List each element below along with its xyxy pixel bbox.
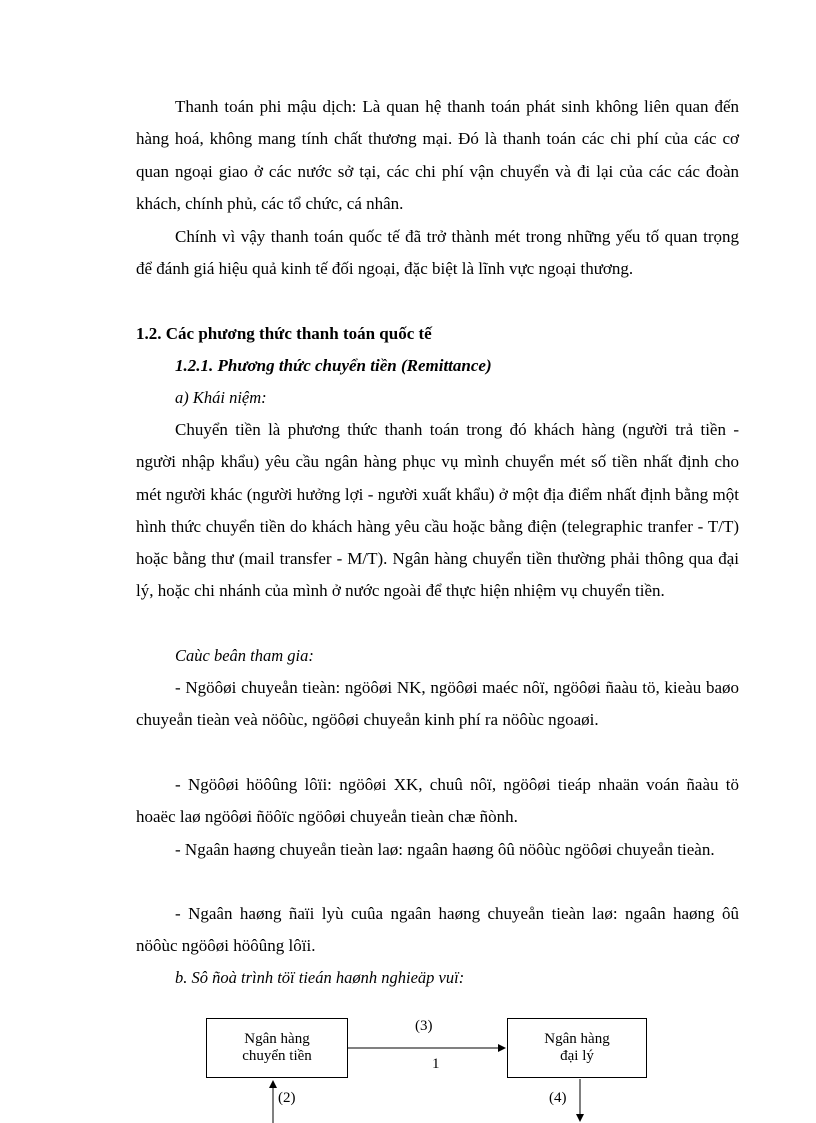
heading-section-1-2: 1.2. Các phương thức thanh toán quốc tế bbox=[136, 324, 432, 343]
label-step-3: (3) bbox=[415, 1018, 433, 1034]
paragraph-international-payment-importance: Chính vì vậy thanh toán quốc tế đã trở thành mét trong những yếu tố quan trọng để đánh giá hiệu quả kinh tế đối ngoại, đặc biệt là lĩnh vực ngoại thương. bbox=[136, 227, 739, 279]
paragraph-remittance-definition: Chuyển tiền là phương thức thanh toán trong đó khách hàng (người trả tiền - người nhập khẩu) yêu cầu ngân hàng phục vụ mình chuyển mét số tiền nhất định cho mét người khác (người hưởng lợi - người xuất khẩu) ở một địa điểm nhất định bằng một hình thức chuyển tiền do khách hàng yêu cầu hoặc bằng điện (telegraphic tranfer - T/T) hoặc bằng thư (mail transfer - M/T). Ngân hàng chuyển tiền thường phải thông qua đại lý, hoặc chi nhánh của mình ở nước ngoài để thực hiện nhiệm vụ chuyển tiền. bbox=[136, 420, 739, 601]
subheading-process-diagram: b. Sô ñoà trình töï tieán haønh nghieäp vuï: bbox=[175, 968, 465, 987]
heading-section-1-2-1: 1.2.1. Phương thức chuyển tiền (Remittance) bbox=[175, 356, 492, 375]
paragraph-non-trade-payment: Thanh toán phi mậu dịch: Là quan hệ thanh toán phát sinh không liên quan đến hàng hoá, không mang tính chất thương mại. Đó là thanh toán các chi phí của các cơ quan ngoại giao ở các nước sở tại, các chi phí vận chuyển và đi lại của các các đoàn khách, chính phủ, các tổ chức, cá nhân. bbox=[136, 97, 739, 213]
label-step-1: 1 bbox=[432, 1056, 440, 1072]
subheading-concept: a) Khái niệm: bbox=[175, 388, 267, 407]
subheading-parties: Caùc beân tham gia: bbox=[175, 646, 314, 665]
paragraph-party-beneficiary: - Ngöôøi höôûng lôïi: ngöôøi XK, chuû nôï, ngöôøi tieáp nhaän voán ñaàu tö hoaëc laø ngöôøi ñöôïc ngöôøi chuyeån tieàn chæ ñònh. bbox=[136, 775, 739, 827]
paragraph-party-remitting-bank: - Ngaân haøng chuyeån tieàn laø: ngaân haøng ôû nöôùc ngöôøi chuyeån tieàn. bbox=[175, 840, 715, 859]
paragraph-party-remitter: - Ngöôøi chuyeån tieàn: ngöôøi NK, ngöôøi maéc nôï, ngöôøi ñaàu tö, kieàu baøo chuyeån tieàn veà nöôùc, ngöôøi chuyeån kinh phí ra nöôùc ngoaøi. bbox=[136, 678, 739, 730]
box-agent-bank: Ngân hàng đại lý bbox=[507, 1018, 647, 1078]
label-step-4: (4) bbox=[549, 1090, 567, 1106]
paragraph-party-agent-bank: - Ngaân haøng ñaïi lyù cuûa ngaân haøng chuyeån tieàn laø: ngaân haøng ôû nöôùc ngöôøi höôûng lôïi. bbox=[136, 904, 739, 956]
box-remitting-bank: Ngân hàng chuyển tiền bbox=[206, 1018, 348, 1078]
label-step-2: (2) bbox=[278, 1090, 296, 1106]
